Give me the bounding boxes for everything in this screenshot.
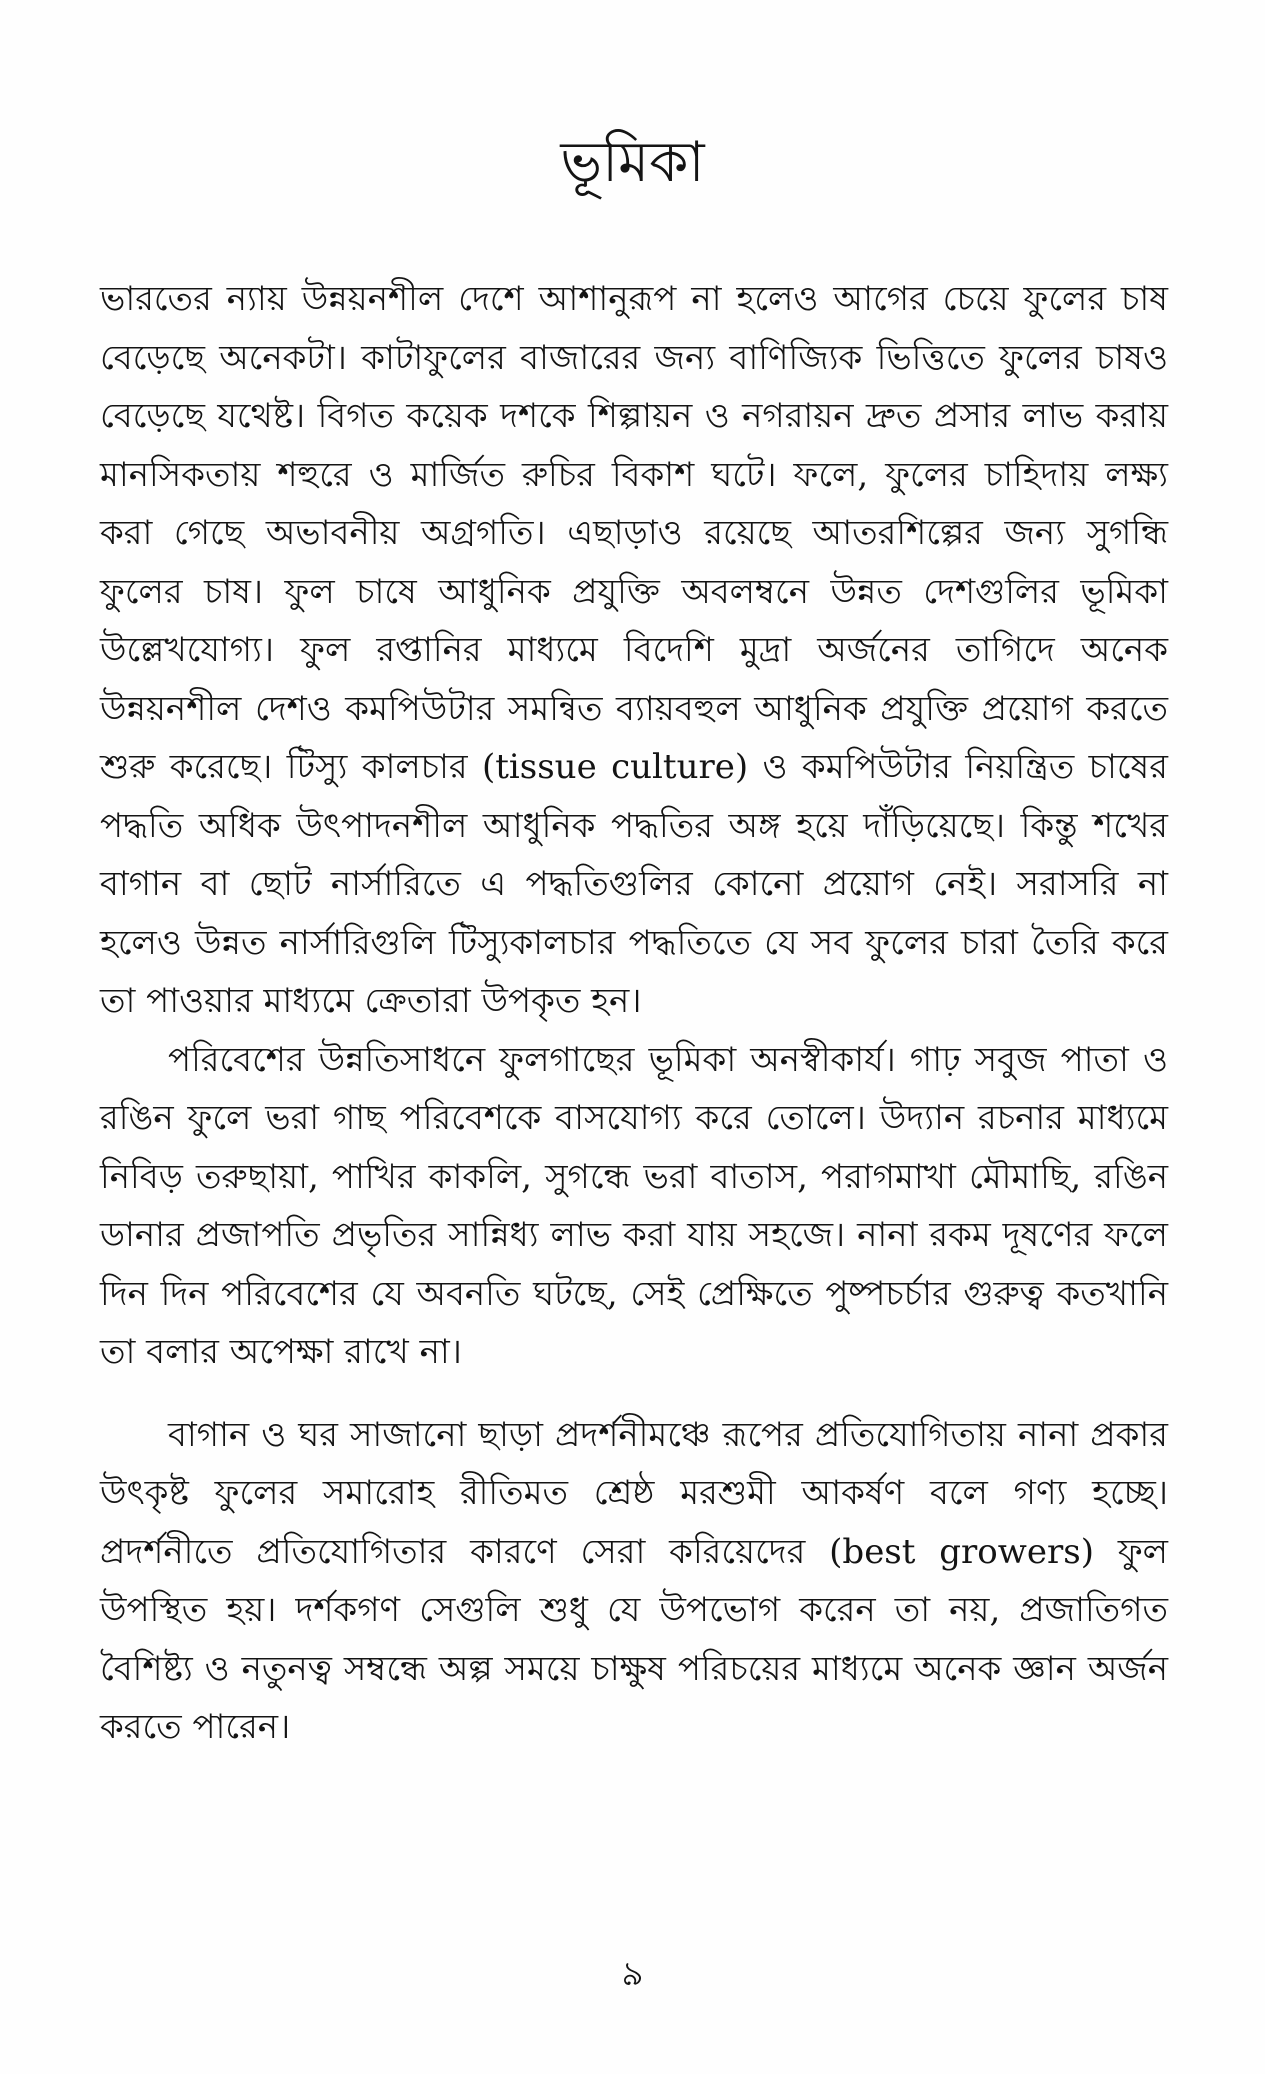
page-title: ভূমিকা [560, 130, 705, 195]
paragraph-1: ভারতের ন্যায় উন্নয়নশীল দেশে আশানুরূপ না হলেও আগের চেয়ে ফুলের চাষ বেড়েছে অনেকটা। কাটাফুলের বাজারের জন্য বাণিজ্যিক ভিত্তিতে ফুলের চাষও বেড়েছে যথেষ্ট। বিগত কয়েক দশকে শিল্পায়ন ও নগরায়ন দ্রুত প্রসার লাভ করায় মানসিকতায় শহুরে ও মার্জিত রুচির বিকাশ ঘটে। ফলে, ফুলের চাহিদায় লক্ষ্য করা গেছে অভাবনীয় অগ্রগতি। এছাড়াও রয়েছে আতরশিল্পের জন্য সুগন্ধি ফুলের চাষ। ফুল চাষে আধুনিক প্রযুক্তি অবলম্বনে উন্নত দেশগুলির ভূমিকা উল্লেখযোগ্য। ফুল রপ্তানির মাধ্যমে বিদেশি মুদ্রা অর্জনের তাগিদে অনেক উন্নয়নশীল দেশও কমপিউটার সমন্বিত ব্যায়বহুল আধুনিক প্রযুক্তি প্রয়োগ করতে শুরু করেছে। টিস্যু কালচার (tissue culture) ও কমপিউটার নিয়ন্ত্রিত চাষের পদ্ধতি অধিক উৎপাদনশীল আধুনিক পদ্ধতির অঙ্গ হয়ে দাঁড়িয়েছে। কিন্তু শখের বাগান বা ছোট নার্সারিতে এ পদ্ধতিগুলির কোনো প্রয়োগ নেই। সরাসরি না হলেও উন্নত নার্সারিগুলি টিস্যুকালচার পদ্ধতিতে যে সব ফুলের চারা তৈরি করে তা পাওয়ার মাধ্যমে ক্রেতারা উপকৃত হন। [100, 279, 1168, 1021]
paragraph-2: পরিবেশের উন্নতিসাধনে ফুলগাছের ভূমিকা অনস্বীকার্য। গাঢ় সবুজ পাতা ও রঙিন ফুলে ভরা গাছ পরিবেশকে বাসযোগ্য করে তোলে। উদ্যান রচনার মাধ্যমে নিবিড় তরুছায়া, পাখির কাকলি, সুগন্ধে ভরা বাতাস, পরাগমাখা মৌমাছি, রঙিন ডানার প্রজাপতি প্রভৃতির সান্নিধ্য লাভ করা যায় সহজে। নানা রকম দূষণের ফলে দিন দিন পরিবেশের যে অবনতি ঘটছে, সেই প্রেক্ষিতে পুষ্পচর্চার গুরুত্ব কতখানি তা বলার অপেক্ষা রাখে না। [100, 1039, 1168, 1372]
page-number: ৯ [621, 1954, 644, 1994]
paragraph-3: বাগান ও ঘর সাজানো ছাড়া প্রদর্শনীমঞ্চে রূপের প্রতিযোগিতায় নানা প্রকার উৎকৃষ্ট ফুলের সমারোহ রীতিমত শ্রেষ্ঠ মরশুমী আকর্ষণ বলে গণ্য হচ্ছে। প্রদর্শনীতে প্রতিযোগিতার কারণে সেরা করিয়েদের (best growers) ফুল উপস্থিত হয়। দর্শকগণ সেগুলি শুধু যে উপভোগ করেন তা নয়, প্রজাতিগত বৈশিষ্ট্য ও নতুনত্ব সম্বন্ধে অল্প সময়ে চাক্ষুষ পরিচয়ের মাধ্যমে অনেক জ্ঞান অর্জন করতে পারেন। [100, 1414, 1168, 1747]
body-text [100, 270, 1168, 1757]
